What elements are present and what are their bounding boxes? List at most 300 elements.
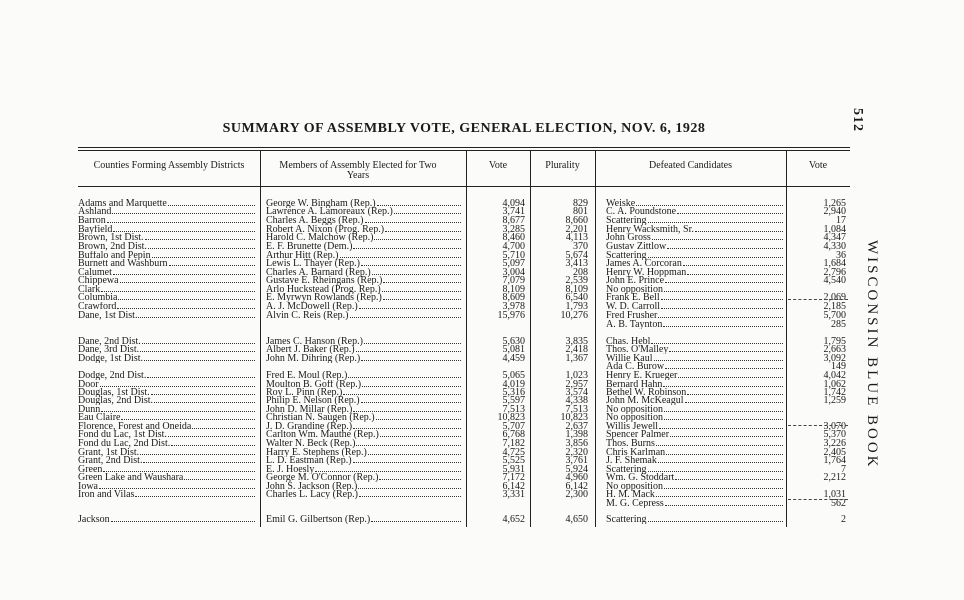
subtotal-rule	[788, 499, 848, 500]
county-cell	[78, 439, 256, 448]
defeated-vote-cell: 1,742	[823, 388, 846, 397]
defeated-cell-text: John E. Prince	[606, 276, 665, 285]
plurality-cell: 3,413	[565, 259, 588, 268]
defeated-cell	[606, 490, 784, 499]
dot-leader	[695, 225, 783, 232]
member-cell-text: James C. Hanson (Rep.)	[266, 337, 363, 346]
county-cell-text: Iron and Vilas	[78, 490, 135, 499]
plurality-cell: 7,513	[565, 405, 588, 414]
plurality-cell: 6,142	[565, 482, 588, 491]
defeated-cell-text: Bethel W. Robinson	[606, 388, 687, 397]
dot-leader	[103, 465, 255, 472]
county-cell	[78, 293, 256, 302]
defeated-vote-cell: 1,265	[823, 199, 846, 208]
member-cell-text: Robert A. Nixon (Prog. Rep.)	[266, 225, 385, 234]
vote-cell: 5,316	[502, 388, 525, 397]
defeated-cell	[606, 259, 784, 268]
member-cell-text: Fred E. Moul (Rep.)	[266, 371, 348, 380]
defeated-cell	[606, 216, 784, 225]
county-cell	[78, 413, 256, 422]
vote-cell: 5,710	[502, 251, 525, 260]
county-cell-text: Iowa	[78, 482, 98, 491]
defeated-cell-text: Fred Frusher	[606, 311, 658, 320]
dot-leader	[111, 515, 255, 522]
member-cell	[266, 311, 462, 320]
plurality-cell: 8,660	[565, 216, 588, 225]
defeated-vote-cell: 1,062	[823, 380, 846, 389]
page-title: SUMMARY OF ASSEMBLY VOTE, GENERAL ELECTION, NOV. 6, 1928	[222, 121, 706, 136]
member-cell-text: John S. Jackson (Rep.)	[266, 482, 358, 491]
defeated-cell-text: Spencer Palmer	[606, 430, 670, 439]
defeated-vote-cell: 2,069	[823, 293, 846, 302]
defeated-vote-cell: 3,070	[823, 422, 846, 431]
vote-cell: 8,677	[502, 216, 525, 225]
dot-leader	[675, 473, 783, 480]
dot-leader	[168, 430, 255, 437]
member-cell-text: George W. Bingham (Rep.)	[266, 199, 376, 208]
member-cell	[266, 515, 462, 524]
plurality-cell: 829	[573, 199, 588, 208]
page-number: 512	[850, 108, 865, 132]
dot-leader	[648, 251, 783, 258]
county-cell	[78, 354, 256, 363]
county-cell	[78, 473, 256, 482]
dot-leader	[353, 242, 461, 249]
county-cell	[78, 259, 256, 268]
county-cell-text: Barron	[78, 216, 106, 225]
column-divider	[260, 151, 261, 527]
defeated-cell-text: Ada C. Burow	[606, 362, 665, 371]
member-cell-text: Carlton Wm. Mauthe (Rep.)	[266, 430, 379, 439]
county-cell-text: Grant, 2nd Dist.	[78, 456, 143, 465]
dot-leader	[651, 337, 783, 344]
dot-leader	[665, 276, 783, 283]
member-cell-text: Alvin C. Reis (Rep.)	[266, 311, 349, 320]
vote-cell: 3,004	[502, 268, 525, 277]
defeated-cell-text: Scattering	[606, 216, 647, 225]
member-cell	[266, 439, 462, 448]
county-cell-text: Jackson	[78, 515, 110, 524]
member-cell-text: George M. O'Connor (Rep.)	[266, 473, 379, 482]
defeated-vote-cell: 149	[831, 362, 846, 371]
column-divider	[530, 151, 531, 527]
dot-leader	[385, 225, 461, 232]
defeated-vote-cell: 2,212	[823, 473, 846, 482]
dot-leader	[359, 302, 461, 309]
county-cell	[78, 456, 256, 465]
defeated-cell	[606, 413, 784, 422]
title-rule	[78, 147, 850, 148]
defeated-vote-cell: 1,084	[823, 225, 846, 234]
plurality-cell: 3,574	[565, 388, 588, 397]
member-cell-text: Emil G. Gilbertson (Rep.)	[266, 515, 371, 524]
vote-cell: 7,513	[502, 405, 525, 414]
county-cell-text: Chippewa	[78, 276, 119, 285]
dot-leader	[670, 430, 783, 437]
header-plurality: Plurality	[545, 160, 580, 171]
dot-leader	[356, 345, 461, 352]
member-cell	[266, 207, 462, 216]
county-cell-text: Grant, 1st Dist.	[78, 448, 140, 457]
dot-leader	[361, 259, 461, 266]
dot-leader	[659, 422, 783, 429]
defeated-cell	[606, 345, 784, 354]
county-cell	[78, 430, 256, 439]
plurality-cell: 2,637	[565, 422, 588, 431]
dot-leader	[140, 448, 255, 455]
defeated-vote-cell: 5,700	[823, 311, 846, 320]
dot-leader	[669, 345, 783, 352]
defeated-cell	[606, 499, 784, 508]
dot-leader	[652, 233, 783, 240]
plurality-cell: 2,320	[565, 448, 588, 457]
defeated-cell-text: Chas. Hebl	[606, 337, 651, 346]
defeated-vote-cell: 1,684	[823, 259, 846, 268]
county-cell-text: Ashland	[78, 207, 112, 216]
header-defeated: Defeated Candidates	[648, 160, 733, 171]
defeated-cell	[606, 473, 784, 482]
defeated-cell-text: Wm. G. Stoddart	[606, 473, 675, 482]
dot-leader	[143, 456, 255, 463]
defeated-cell	[606, 293, 784, 302]
member-cell	[266, 371, 462, 380]
defeated-vote-cell: 4,347	[823, 233, 846, 242]
county-cell-text: Dunn	[78, 405, 101, 414]
defeated-cell-text: Thos. Burns	[606, 439, 655, 448]
defeated-cell-text: Gustav Zittlow	[606, 242, 667, 251]
member-cell-text: Roy L. Pinn (Rep.)	[266, 388, 343, 397]
dot-leader	[117, 302, 255, 309]
defeated-vote-cell: 17	[836, 216, 846, 225]
defeated-cell-text: Henry E. Krueger	[606, 371, 678, 380]
county-cell	[78, 371, 256, 380]
dot-leader	[147, 371, 255, 378]
dot-leader	[340, 251, 462, 258]
member-cell-text: E. Myrwyn Rowlands (Rep.)	[266, 293, 382, 302]
dot-leader	[154, 396, 255, 403]
dot-leader	[382, 285, 461, 292]
county-cell	[78, 490, 256, 499]
county-cell-text: Crawford	[78, 302, 117, 311]
county-cell-text: Eau Claire	[78, 413, 121, 422]
dot-leader	[145, 233, 255, 240]
column-divider	[466, 151, 467, 527]
dot-leader	[664, 405, 783, 412]
county-cell-text: Green Lake and Waushara	[78, 473, 184, 482]
county-cell-text: Buffalo and Pepin	[78, 251, 151, 260]
county-cell	[78, 345, 256, 354]
vote-cell: 5,931	[502, 465, 525, 474]
dot-leader	[665, 499, 783, 506]
member-cell-text: Charles A. Barnard (Rep.)	[266, 268, 371, 277]
dot-leader	[376, 413, 461, 420]
dot-leader	[113, 225, 255, 232]
dot-leader	[192, 422, 255, 429]
dot-leader	[101, 285, 255, 292]
defeated-cell-text: Scattering	[606, 251, 647, 260]
defeated-cell-text: H. M. Mack	[606, 490, 655, 499]
member-cell-text: Walter N. Beck (Rep.)	[266, 439, 356, 448]
defeated-vote-cell: 285	[831, 320, 846, 329]
header-county: Counties Forming Assembly Districts	[93, 160, 245, 171]
dot-leader	[135, 490, 255, 497]
defeated-vote-cell: 3,226	[823, 439, 846, 448]
dot-leader	[383, 293, 461, 300]
dot-leader	[184, 473, 255, 480]
vote-cell: 4,700	[502, 242, 525, 251]
defeated-cell	[606, 396, 784, 405]
member-cell	[266, 490, 462, 499]
dot-leader	[113, 268, 255, 275]
dot-leader	[394, 207, 461, 214]
defeated-cell-text: No opposition	[606, 405, 663, 414]
plurality-cell: 6,540	[565, 293, 588, 302]
defeated-cell-text: Bernard Hahn	[606, 380, 663, 389]
defeated-cell-text: Henry W. Hoppman	[606, 268, 687, 277]
dot-leader	[101, 405, 255, 412]
defeated-cell-text: Henry Wacksmith, Sr.	[606, 225, 694, 234]
defeated-cell-text: C. A. Poundstone	[606, 207, 677, 216]
county-cell-text: Columbia	[78, 293, 118, 302]
dot-leader	[118, 293, 255, 300]
defeated-vote-cell: 2	[841, 515, 846, 524]
dot-leader	[142, 337, 255, 344]
county-cell-text: Douglas, 1st Dist.	[78, 388, 150, 397]
vote-cell: 7,079	[502, 276, 525, 285]
dot-leader	[687, 388, 783, 395]
vote-cell: 6,768	[502, 430, 525, 439]
defeated-cell-text: Chris Karlman	[606, 448, 666, 457]
defeated-cell-text: A. B. Taynton	[606, 320, 663, 329]
defeated-vote-cell: 3,092	[823, 354, 846, 363]
vote-cell: 4,094	[502, 199, 525, 208]
county-cell	[78, 233, 256, 242]
member-cell-text: Moulton B. Goff (Rep.)	[266, 380, 362, 389]
dot-leader	[368, 448, 461, 455]
subtotal-rule	[788, 425, 848, 426]
dot-leader	[112, 207, 255, 214]
plurality-cell: 208	[573, 268, 588, 277]
dot-leader	[148, 242, 255, 249]
dot-leader	[685, 396, 784, 403]
dot-leader	[648, 465, 783, 472]
dot-leader	[666, 448, 783, 455]
vote-cell: 8,109	[502, 285, 525, 294]
plurality-cell: 3,856	[565, 439, 588, 448]
defeated-vote-cell: 2,940	[823, 207, 846, 216]
defeated-cell	[606, 371, 784, 380]
dot-leader	[371, 515, 461, 522]
subtotal-rule	[788, 299, 848, 300]
vote-cell: 8,460	[502, 233, 525, 242]
plurality-cell: 4,650	[565, 515, 588, 524]
header-member: Members of Assembly Elected for Two Years	[279, 160, 437, 181]
plurality-cell: 3,761	[565, 456, 588, 465]
dot-leader	[687, 268, 783, 275]
vote-cell: 10,823	[497, 413, 525, 422]
plurality-cell: 5,924	[565, 465, 588, 474]
dot-leader	[661, 302, 783, 309]
county-cell-text: Fond du Lac, 2nd Dist.	[78, 439, 171, 448]
member-cell-text: L. D. Eastman (Rep.)	[266, 456, 352, 465]
defeated-vote-cell: 7	[841, 465, 846, 474]
vote-cell: 5,081	[502, 345, 525, 354]
member-cell-text: Lawrence A. Lamoreaux (Rep.)	[266, 207, 393, 216]
member-cell	[266, 473, 462, 482]
vote-cell: 5,525	[502, 456, 525, 465]
vote-cell: 3,331	[502, 490, 525, 499]
member-cell	[266, 396, 462, 405]
dot-leader	[379, 473, 461, 480]
dot-leader	[359, 490, 461, 497]
member-cell	[266, 216, 462, 225]
member-cell	[266, 430, 462, 439]
vote-cell: 4,459	[502, 354, 525, 363]
dot-leader	[678, 371, 783, 378]
defeated-cell	[606, 302, 784, 311]
county-cell-text: Door	[78, 380, 99, 389]
defeated-cell-text: John M. McKeagul	[606, 396, 684, 405]
dot-leader	[151, 388, 255, 395]
defeated-vote-cell: 1,764	[823, 456, 846, 465]
vote-cell: 7,172	[502, 473, 525, 482]
vote-cell: 7,182	[502, 439, 525, 448]
dot-leader	[358, 482, 461, 489]
member-cell-text: Charles A. Beggs (Rep.)	[266, 216, 364, 225]
member-cell	[266, 293, 462, 302]
dot-leader	[636, 199, 783, 206]
defeated-vote-cell: 2,405	[823, 448, 846, 457]
county-cell-text: Dodge, 2nd Dist.	[78, 371, 147, 380]
member-cell	[266, 345, 462, 354]
dot-leader	[648, 515, 783, 522]
defeated-cell-text: Scattering	[606, 515, 647, 524]
vote-cell: 3,285	[502, 225, 525, 234]
member-cell-text: A. J. McDowell (Rep.)	[266, 302, 358, 311]
member-cell-text: John M. Dihring (Rep.)	[266, 354, 361, 363]
dot-leader	[665, 362, 783, 369]
defeated-cell-text: John Gross	[606, 233, 651, 242]
vote-cell: 5,597	[502, 396, 525, 405]
dot-leader	[171, 439, 255, 446]
dot-leader	[377, 199, 461, 206]
plurality-cell: 1,367	[565, 354, 588, 363]
defeated-cell-text: M. G. Cepress	[606, 499, 664, 508]
member-cell-text: Christian N. Saugen (Rep.)	[266, 413, 375, 422]
county-cell	[78, 515, 256, 524]
dot-leader	[350, 311, 462, 318]
defeated-cell-text: No opposition	[606, 413, 663, 422]
defeated-cell-text: No opposition	[606, 285, 663, 294]
member-cell-text: Lewis L. Thayer (Rep.)	[266, 259, 360, 268]
defeated-vote-cell: 1,031	[823, 490, 846, 499]
vote-cell: 3,978	[502, 302, 525, 311]
member-cell	[266, 302, 462, 311]
county-cell	[78, 242, 256, 251]
defeated-vote-cell: 4,042	[823, 371, 846, 380]
defeated-vote-cell: 36	[836, 251, 846, 260]
dot-leader	[107, 216, 255, 223]
vote-cell: 5,707	[502, 422, 525, 431]
dot-leader	[353, 422, 461, 429]
dot-leader	[667, 242, 783, 249]
plurality-cell: 4,338	[565, 396, 588, 405]
defeated-vote-cell: 2,663	[823, 345, 846, 354]
defeated-cell	[606, 320, 784, 329]
county-cell	[78, 396, 256, 405]
defeated-vote-cell: 4,330	[823, 242, 846, 251]
dot-leader	[374, 233, 461, 240]
dot-leader	[361, 396, 461, 403]
county-cell-text: Fond du Lac, 1st Dist.	[78, 430, 167, 439]
county-cell-text: Bayfield	[78, 225, 113, 234]
plurality-cell: 1,793	[565, 302, 588, 311]
header-defeated-vote: Vote	[808, 160, 828, 171]
dot-leader	[663, 320, 783, 327]
county-cell-text: Dodge, 1st Dist.	[78, 354, 143, 363]
county-cell-text: Adams and Marquette	[78, 199, 167, 208]
plurality-cell: 2,300	[565, 490, 588, 499]
dot-leader	[353, 405, 461, 412]
plurality-cell: 370	[573, 242, 588, 251]
county-cell-text: Calumet	[78, 268, 112, 277]
county-cell	[78, 207, 256, 216]
dot-leader	[348, 371, 461, 378]
defeated-vote-cell: 1,259	[823, 396, 846, 405]
plurality-cell: 10,276	[560, 311, 588, 320]
county-cell-text: Florence, Forest and Oneida	[78, 422, 192, 431]
defeated-cell-text: Willie Kaul	[606, 354, 653, 363]
member-cell-text: Arthur Hitt (Rep.)	[266, 251, 339, 260]
dot-leader	[99, 482, 255, 489]
county-cell-text: Green	[78, 465, 103, 474]
county-cell	[78, 311, 256, 320]
dot-leader	[656, 490, 783, 497]
county-cell-text: Douglas, 2nd Dist.	[78, 396, 153, 405]
plurality-cell: 8,109	[565, 285, 588, 294]
defeated-cell-text: James A. Corcoran	[606, 259, 682, 268]
county-cell	[78, 216, 256, 225]
plurality-cell: 10,823	[560, 413, 588, 422]
county-cell-text: Dane, 3rd Dist.	[78, 345, 140, 354]
dot-leader	[664, 285, 783, 292]
dot-leader	[383, 276, 461, 283]
member-cell	[266, 233, 462, 242]
member-cell-text: John D. Millar (Rep.)	[266, 405, 353, 414]
plurality-cell: 4,960	[565, 473, 588, 482]
defeated-vote-cell: 2,185	[823, 302, 846, 311]
county-cell-text: Dane, 1st Dist.	[78, 311, 138, 320]
vote-cell: 6,142	[502, 482, 525, 491]
column-divider	[786, 151, 787, 527]
defeated-cell	[606, 207, 784, 216]
defeated-vote-cell: 2,796	[823, 268, 846, 277]
plurality-cell: 2,418	[565, 345, 588, 354]
member-cell-text: Harold C. Malchow (Rep.)	[266, 233, 374, 242]
county-cell-text: Brown, 2nd Dist.	[78, 242, 147, 251]
member-cell-text: Gustave E. Rheingans (Rep.)	[266, 276, 383, 285]
dot-leader	[361, 354, 461, 361]
county-cell-text: Dane, 2nd Dist.	[78, 337, 141, 346]
defeated-cell	[606, 311, 784, 320]
member-cell	[266, 242, 462, 251]
plurality-cell: 1,398	[565, 430, 588, 439]
header-vote: Vote	[488, 160, 508, 171]
dot-leader	[365, 216, 462, 223]
defeated-cell	[606, 362, 784, 371]
dot-leader	[100, 380, 255, 387]
dot-leader	[648, 216, 783, 223]
